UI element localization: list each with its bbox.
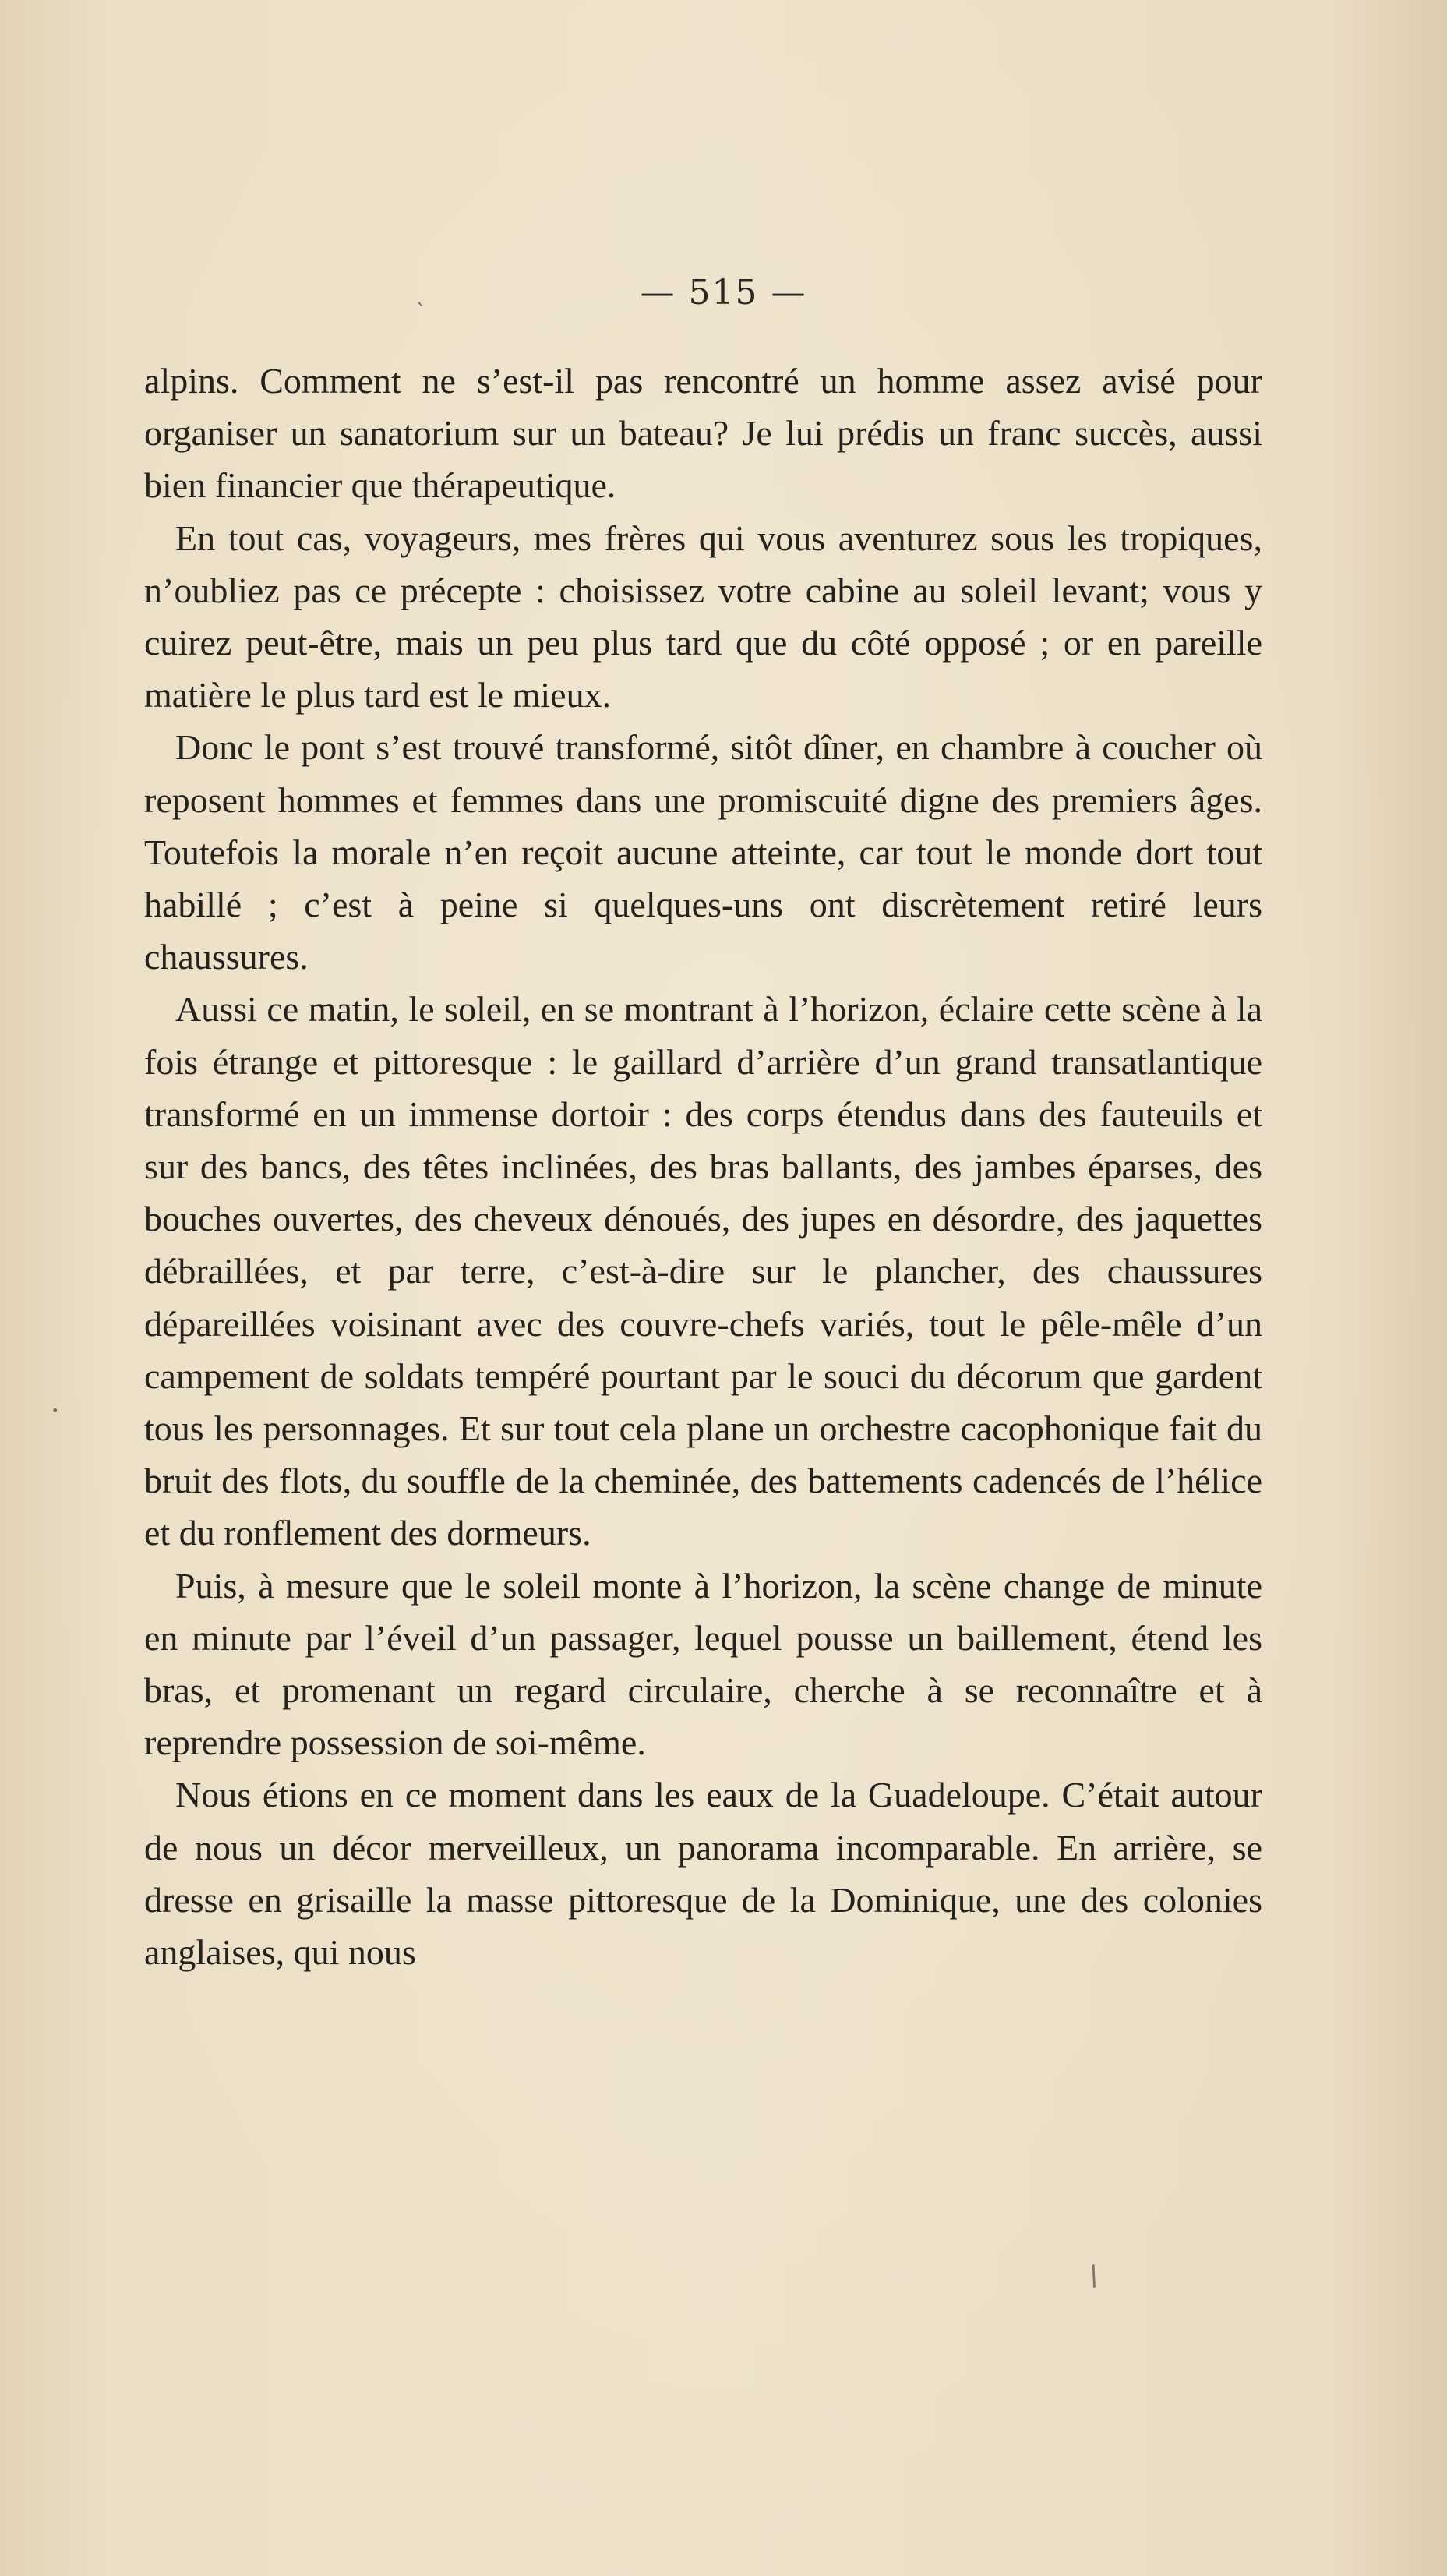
stray-mark: ` (416, 300, 425, 322)
paragraph-3: Donc le pont s’est trouvé transformé, sitôt dîner, en chambre à coucher où reposent hommes et femmes dans une promiscuité digne des premiers âges. Toutefois la morale n’en reçoit aucune atteinte, car tout le monde dort tout habillé ; c’est à peine si quelques-uns ont discrètement retiré leurs chaussures. (144, 727, 1262, 977)
paragraph-2: En tout cas, voyageurs, mes frères qui vous aventurez sous les tropiques, n’oubliez pas ce précepte : choisissez votre cabine au soleil levant; vous y cuirez peut-être, mais un peu plus tard que du côté opposé ; or en pareille matière le plus tard est le mieux. (144, 518, 1262, 716)
pencil-slash-mark: / (1084, 2260, 1103, 2292)
page-number: — 515 — (640, 273, 807, 313)
paragraph-5: Puis, à mesure que le soleil monte à l’horizon, la scène change de minute en minute par l’éveil d’un passager, lequel pousse un baillement, étend les bras, et promenant un regard circulaire, cherche à se reconnaître et à reprendre possession de soi-même. (144, 1565, 1262, 1763)
paragraph-1: alpins. Comment ne s’est-il pas rencontré un homme assez avisé pour organiser un sanatorium sur un bateau? Je lui prédis un franc succès, aussi bien financier que thérapeutique. (144, 361, 1262, 506)
body-text (144, 355, 1262, 1978)
paragraph-4: Aussi ce matin, le soleil, en se montrant à l’horizon, éclaire cette scène à la fois étrange et pittoresque : le gaillard d’arrière d’un grand transatlantique transformé en un immense dortoir : des corps étendus dans des fauteuils et sur des bancs, des têtes inclinées, des bras ballants, des jambes éparses, des bouches ouvertes, des cheveux dénoués, des jupes en désordre, des jaquettes débraillées, et par terre, c’est-à-dire sur le plancher, des chaussures dépareillées voisinant avec des couvre-chefs variés, tout le pêle-mêle d’un campement de soldats tempéré pourtant par le souci du décorum que gardent tous les personnages. Et sur tout cela plane un orchestre cacophonique fait du bruit des flots, du souffle de la cheminée, des battements cadencés de l’hélice et du ronflement des dormeurs. (144, 989, 1262, 1553)
margin-dot: • (51, 1403, 59, 1418)
paragraph-6: Nous étions en ce moment dans les eaux de la Guadeloupe. C’était autour de nous un décor merveilleux, un panorama incomparable. En arrière, se dresse en grisaille la masse pittoresque de la Dominique, une des colonies anglaises, qui nous (144, 1775, 1262, 1973)
